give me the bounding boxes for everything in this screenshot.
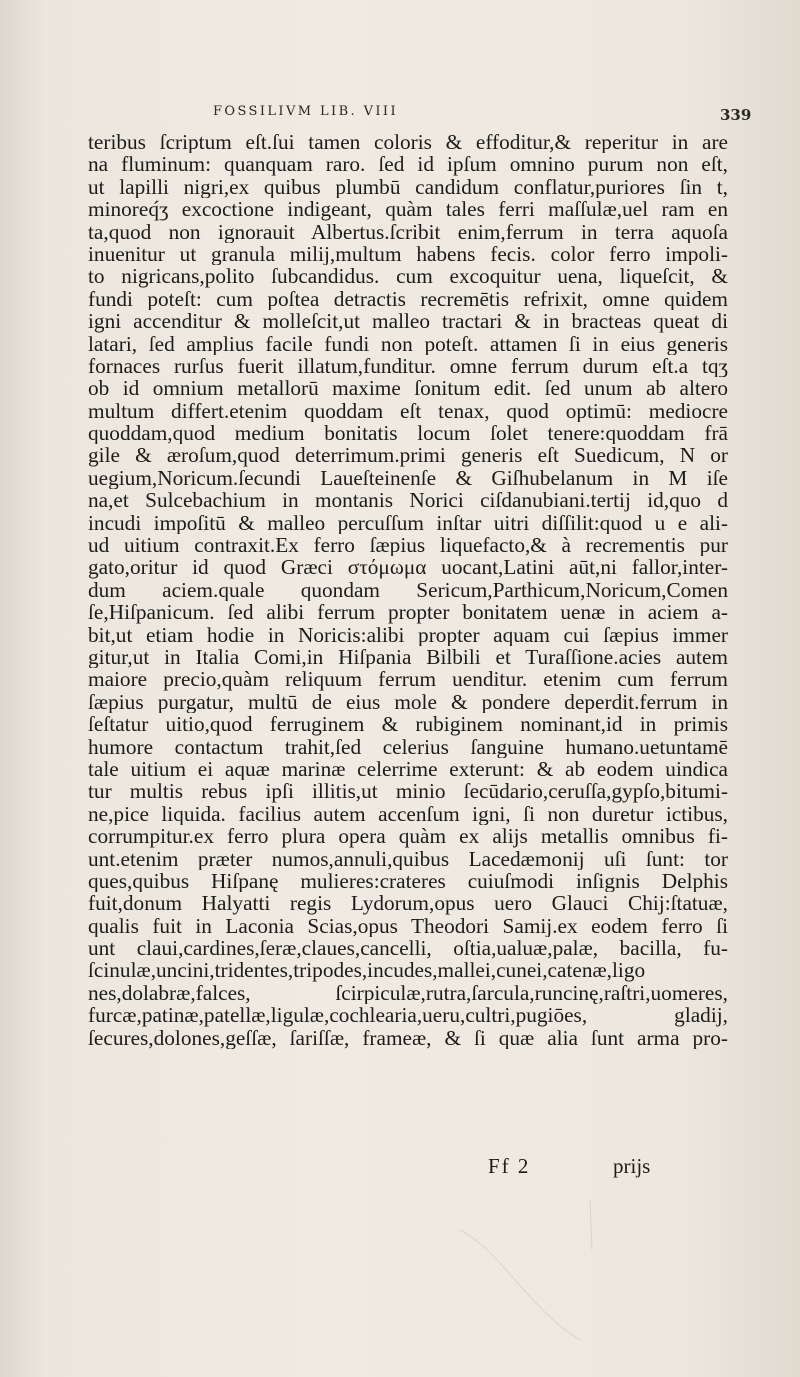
body-text (88, 131, 728, 1049)
running-title: FOSSILIVM LIB. VIII (213, 104, 398, 119)
text-line: unt claui,cardines,ſeræ,claues,cancelli, oſtia,ualuæ,palæ, bacilla, fu- (88, 937, 728, 960)
text-line: qualis fuit in Laconia Scias,opus Theodori Samij.ex eodem ferro ſi (88, 914, 728, 938)
text-line: incudi impoſitū & malleo percuſſum inſtar uitri diſſilit:quod u e ali- (88, 511, 728, 535)
folio-number: 339 (720, 106, 752, 124)
text-line: latari, ſed amplius facile fundi non poteſt. attamen ſi in eius generis (88, 332, 728, 355)
text-line: na fluminum: quanquam raro. ſed id ipſum omnino purum non eſt, (88, 153, 728, 176)
text-line: minoreq́ʒ excoctione indigeant, quàm tales ferri maſſulæ,uel ram en (88, 198, 728, 221)
text-line: ne,pice liquida. facilius autem accenſum igni, ſi non duretur ictibus, (88, 802, 728, 826)
text-line: teribus ſcriptum eſt.ſui tamen coloris & effoditur,& reperitur in are (88, 131, 728, 154)
text-line: dum aciem.quale quondam Sericum,Parthicum,Noricum,Comen (88, 578, 728, 602)
text-line: ſeſtatur uitio,quod ferruginem & rubiginem nominant,id in primis (88, 713, 728, 736)
text-line: ſcinulæ,uncini,tridentes,tripodes,incudes,mallei,cunei,catenæ,ligo (88, 959, 646, 982)
text-line: fundi poteſt: cum poſtea detractis recremētis refrixit, omne quidem (88, 287, 728, 311)
running-head (0, 104, 800, 124)
text-line: ud uitium contraxit.Ex ferro ſæpius liquefacto,& à recrementis pur (88, 534, 728, 557)
text-line: ſecures,dolones,geſſæ, ſariſſæ, frameæ, & ſi quæ alia ſunt arma pro- (88, 1026, 728, 1050)
text-line: ob id omnium metallorū maxime ſonitum edit. ſed unum ab altero (88, 377, 728, 400)
text-line: gato,oritur id quod Græci στόμωμα uocant,Latini aūt,ni fallor,inter- (88, 556, 728, 579)
text-line: unt.etenim præter numos,annuli,quibus Lacedæmonij uſi ſunt: tor (88, 847, 728, 870)
text-line: nes,dolabræ,falces, ſcirpiculæ,rutra,ſarcula,runcinę,raſtri,uomeres, (88, 981, 728, 1005)
text-line: corrumpitur.ex ferro plura opera quàm ex alijs metallis omnibus fi- (88, 825, 728, 848)
text-line: furcæ,patinæ,patellæ,ligulæ,cochlearia,ueru,cultri,pugiōes, gladij, (88, 1004, 728, 1027)
catchword: prijs (613, 1154, 651, 1178)
text-line: humore contactum trahit,ſed celerius ſanguine humano.uetuntamē (88, 735, 728, 758)
text-line: quoddam,quod medium bonitatis locum ſolet tenere:quoddam frā (88, 422, 728, 445)
text-line: ta,quod non ignorauit Albertus.ſcribit enim,ferrum in terra aquoſa (88, 220, 728, 243)
ink-bleed-through (440, 1190, 640, 1350)
text-line: tale uitium ei aquæ marinæ celerrime exterunt: & ab eodem uindica (88, 757, 728, 781)
text-line: na,et Sulcebachium in montanis Norici ciſdanubiani.tertij id,quo d (88, 489, 728, 512)
text-line: ut lapilli nigri,ex quibus plumbū candidum conflatur,puriores ſin t, (88, 175, 728, 199)
text-line: tur multis rebus ipſi illitis,ut minio ſecūdario,ceruſſa,gypſo,bitumi- (88, 780, 728, 803)
text-line: gile & æroſum,quod deterrimum.primi generis eſt Suedicum, N or (88, 444, 728, 467)
text-line: inuenitur ut granula milij,multum habens fecis. color ferro impoli- (88, 242, 728, 266)
signature-line (88, 1154, 696, 1178)
printer-signature: Ff 2 (488, 1154, 531, 1178)
text-line: uegium,Noricum.ſecundi Laueſteinenſe & Giſhubelanum in M iſe (88, 466, 728, 490)
text-line: fornaces rurſus fuerit illatum,funditur. omne ferrum durum eſt.a tqʒ (88, 354, 728, 378)
text-line: ſe,Hiſpanicum. ſed alibi ferrum propter bonitatem uenæ in aciem a- (88, 601, 728, 624)
text-line: ſæpius purgatur, multū de eius mole & pondere deperdit.ferrum in (88, 690, 728, 714)
text-line: gitur,ut in Italia Comi,in Hiſpania Bilbili et Turaſſione.acies autem (88, 645, 728, 669)
text-line: igni accenditur & molleſcit,ut malleo tractari & in bracteas queat di (88, 310, 728, 333)
text-line: maiore precio,quàm reliquum ferrum uenditur. etenim cum ferrum (88, 668, 728, 691)
text-line: to nigricans,polito ſubcandidus. cum excoquitur uena, liqueſcit, & (88, 265, 728, 288)
text-line: bit,ut etiam hodie in Noricis:alibi propter aquam cui ſæpius immer (88, 623, 728, 646)
text-line: ques,quibus Hiſpanę mulieres:crateres cuiuſmodi inſignis Delphis (88, 869, 728, 893)
text-line: fuit,donum Halyatti regis Lydorum,opus uero Glauci Chij:ſtatuæ, (88, 892, 728, 915)
text-line: multum differt.etenim quoddam eſt tenax, quod optimū: mediocre (88, 399, 728, 423)
